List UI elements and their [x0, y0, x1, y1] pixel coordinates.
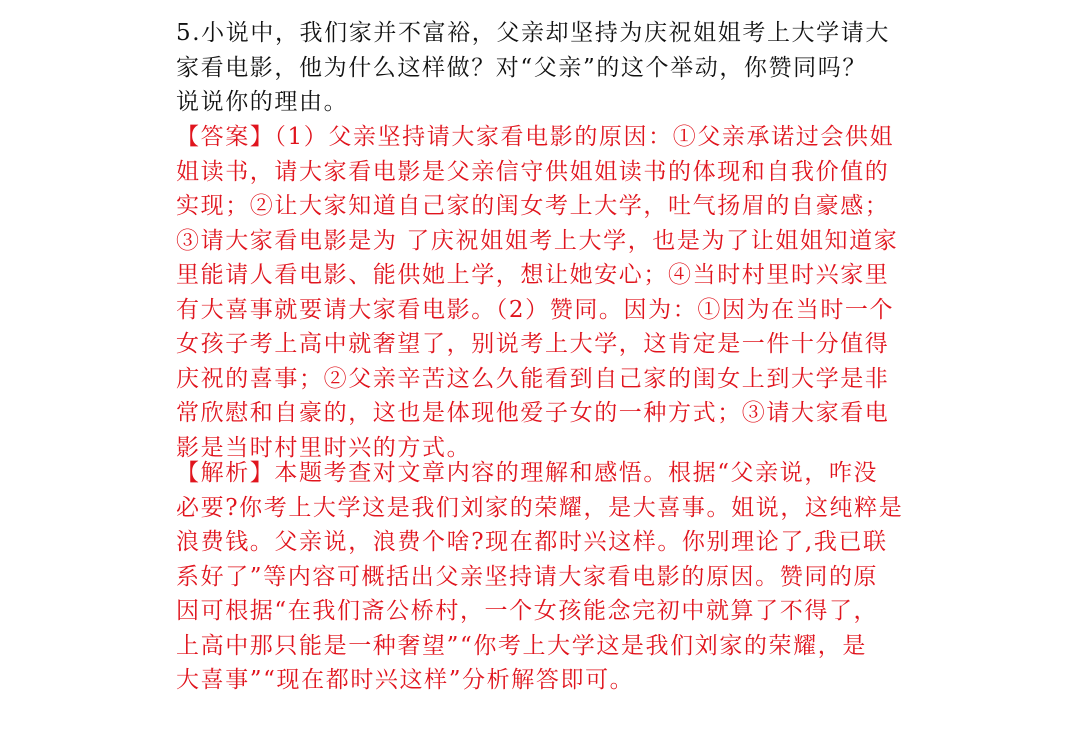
answer-line: 姐读书，请大家看电影是父亲信守供姐姐读书的体现和自我价值的	[176, 158, 890, 185]
answer-line: 实现；②让大家知道自己家的闺女考上大学，吐气扬眉的自豪感；	[176, 193, 890, 219]
question-line: 说说你的理由。	[176, 89, 349, 115]
analysis-line: 系好了”等内容可概括出父亲坚持请大家看电影的原因。赞同的原	[176, 563, 879, 590]
answer-line: 庆祝的喜事；②父亲辛苦这么久能看到自己家的闺女上到大学是非	[176, 365, 890, 392]
analysis-line: 上高中那只能是一种奢望”“你考上大学这是我们刘家的荣耀，是	[176, 632, 867, 659]
analysis-section	[176, 456, 916, 698]
analysis-line: 因可根据“在我们斋公桥村，一个女孩能念完初中就算了不得了，	[176, 598, 879, 624]
answer-line: 常欣慰和自豪的，这也是体现他爱子女的一种方式；③请大家看电	[176, 400, 890, 426]
analysis-line: 必要?你考上大学这是我们刘家的荣耀，是大喜事。姐说，这纯粹是	[176, 494, 904, 521]
analysis-line: 大喜事”“现在都时兴这样”分析解答即可。	[176, 667, 635, 693]
question-line: 家看电影，他为什么这样做？对“父亲”的这个举动，你赞同吗？	[176, 54, 867, 81]
answer-line: 女孩子考上高中就奢望了，别说考上大学，这肯定是一件十分值得	[176, 331, 890, 357]
answer-line: 有大喜事就要请大家看电影。（2）赞同。因为：①因为在当时一个	[176, 296, 895, 323]
question-line: 5.小说中，我们家并不富裕，父亲却坚持为庆祝姐姐考上大学请大	[176, 20, 890, 46]
answer-line: 里能请人看电影、能供她上学，想让她安心；④当时村里时兴家里	[176, 262, 890, 288]
answer-line: ③请大家看电影是为 了庆祝姐姐考上大学，也是为了让姐姐知道家	[176, 227, 899, 254]
answer-line: 【答案】（1）父亲坚持请大家看电影的原因：①父亲承诺过会供姐	[176, 124, 895, 150]
analysis-line: 浪费钱。父亲说，浪费个啥?现在都时兴这样。你别理论了,我已联	[176, 529, 888, 555]
question-section	[176, 16, 916, 120]
analysis-line: 【解析】本题考查对文章内容的理解和感悟。根据“父亲说，咋没	[176, 460, 879, 486]
answer-section	[176, 120, 916, 465]
answer-line: 影是当时村里时兴的方式。	[176, 434, 472, 461]
